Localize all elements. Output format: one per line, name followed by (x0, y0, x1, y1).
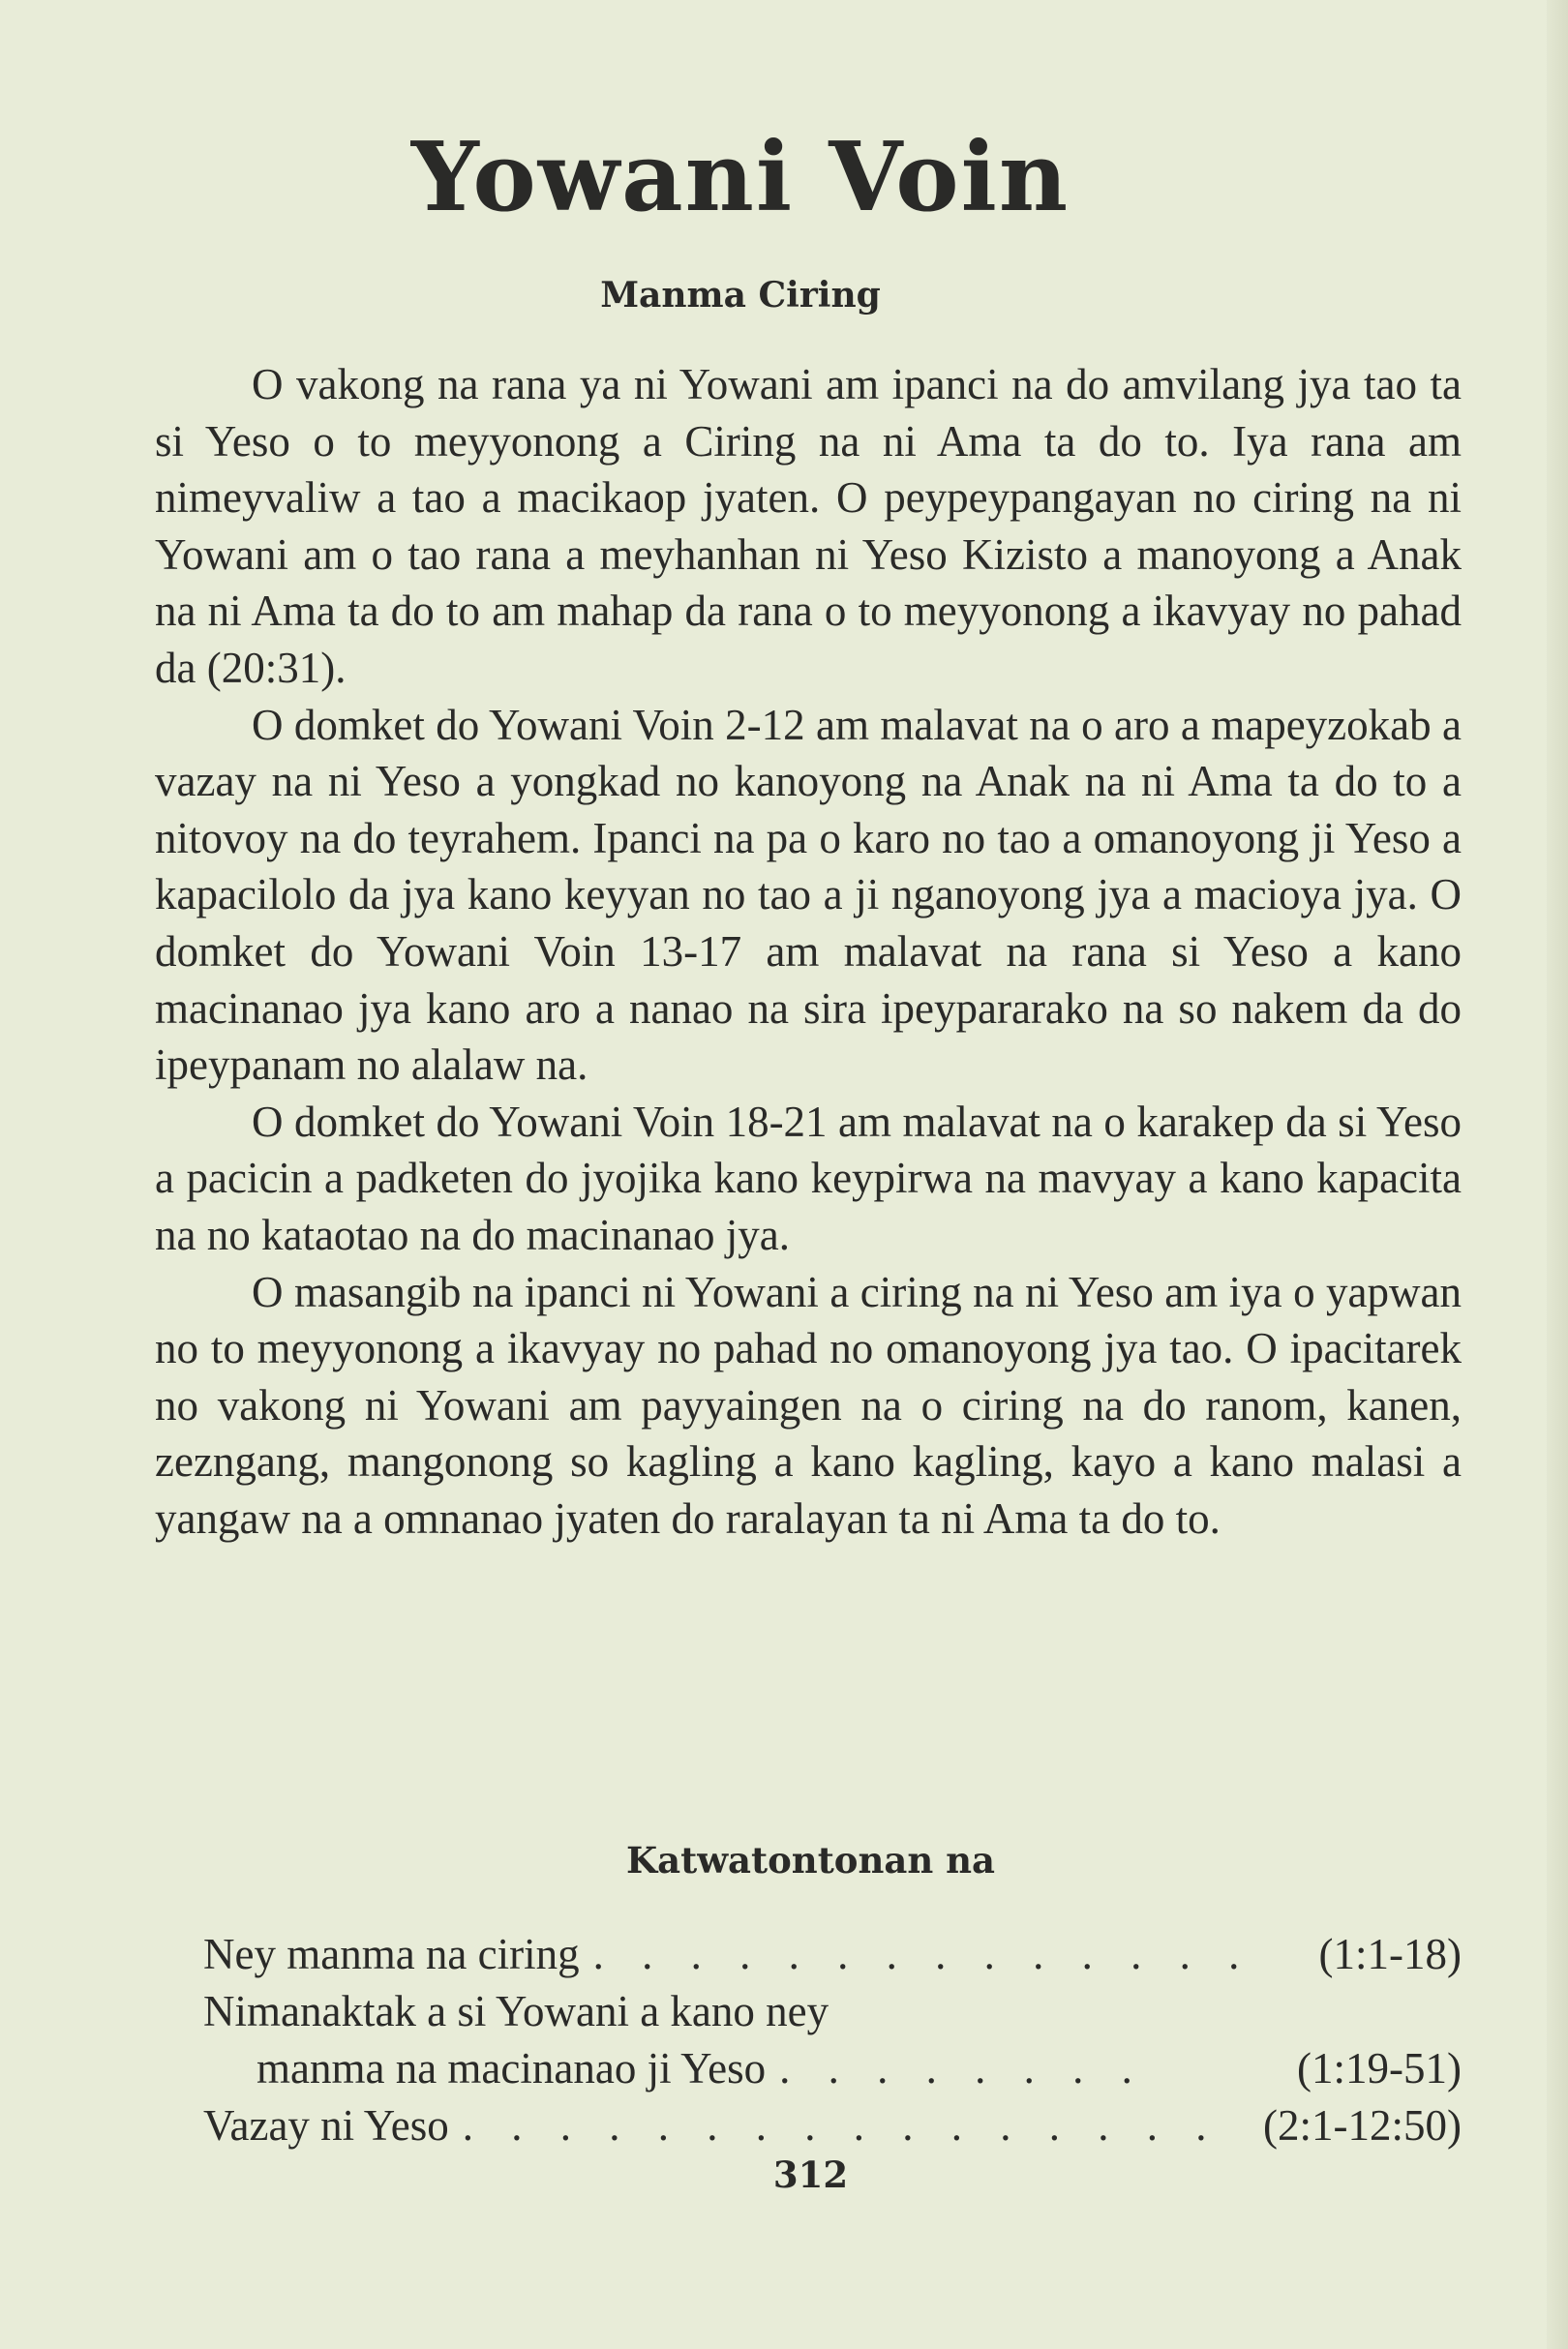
outline-entry (203, 2097, 1462, 2154)
page-edge (1547, 0, 1568, 2349)
outline-reference: (2:1-12:50) (1263, 2101, 1462, 2150)
outline-label: Nimanaktak a si Yowani a kano ney (203, 1987, 829, 2035)
outline-leader: . . . . . . . . . . . . . . (592, 1930, 1253, 1978)
page-number: 312 (772, 2153, 849, 2196)
paragraph: O domket do Yowani Voin 18-21 am malavat na o karakep da si Yeso a pacicin a padketen do jyojika kano keypirwa na mavyay a kano kapacita na no kataotao na do macinanao jya. (155, 1097, 1462, 1259)
outline-entry (203, 1926, 1462, 1983)
outline-label: Vazay ni Yeso (203, 2101, 449, 2150)
outline-label: Ney manma na ciring (203, 1930, 580, 1978)
outline-entry (203, 2040, 1462, 2097)
paragraph: O vakong na rana ya ni Yowani am ipanci na do amvilang jya tao ta si Yeso o to meyyonong a Ciring na ni Ama ta do to. Iya rana am nimeyvaliw a tao a macikaop jyaten. O peypeypangayan no ciring na ni Yowani am o tao rana a meyhanhan ni Yeso Kizisto a manoyong a Anak na ni Ama ta do to am mahap da rana o to meyyonong a ikavyay no pahad da (20:31). (155, 360, 1462, 692)
outline-leader: . . . . . . . . . . . . . . . . (462, 2101, 1221, 2150)
paragraph: O masangib na ipanci ni Yowani a ciring na ni Yeso am iya o yapwan no to meyyonong a ikavyay no pahad no omanoyong jya tao. O ipacitarek no vakong ni Yowani am payyaingen na o ciring na do ranom, kanen, zezngang, mangonong so kagling a kano kagling, kayo a kano malasi a yangaw na a omnanao jyaten do raralayan ta ni Ama ta do to. (155, 1267, 1462, 1543)
outline-list (203, 1926, 1462, 2154)
outline-label: manma na macinanao ji Yeso (256, 2044, 767, 2093)
outline-heading: Katwatontonan na (625, 1839, 996, 1882)
introduction-text (155, 356, 1462, 1547)
outline-leader: . . . . . . . . (779, 2044, 1146, 2093)
outline-entry (203, 1983, 1462, 2040)
outline-reference: (1:1-18) (1318, 1930, 1462, 1978)
book-title: Yowani Voin (410, 122, 1070, 233)
outline-reference: (1:19-51) (1297, 2044, 1462, 2093)
paragraph: O domket do Yowani Voin 2-12 am malavat na o aro a mapeyzokab a vazay na ni Yeso a yongkad no kanoyong na Anak na ni Ama ta do to a nitovoy na do teyrahem. Ipanci na pa o karo no tao a omanoyong ji Yeso a kapacilolo da jya kano keyyan no tao a ji nganoyong jya a macioya jya. O domket do Yowani Voin 13-17 am malavat na rana si Yeso a kano macinanao jya kano aro a nanao na sira ipeypararako na so nakem da do ipeypanam no alalaw na. (155, 700, 1462, 1090)
book-subtitle: Manma Ciring (600, 275, 881, 316)
